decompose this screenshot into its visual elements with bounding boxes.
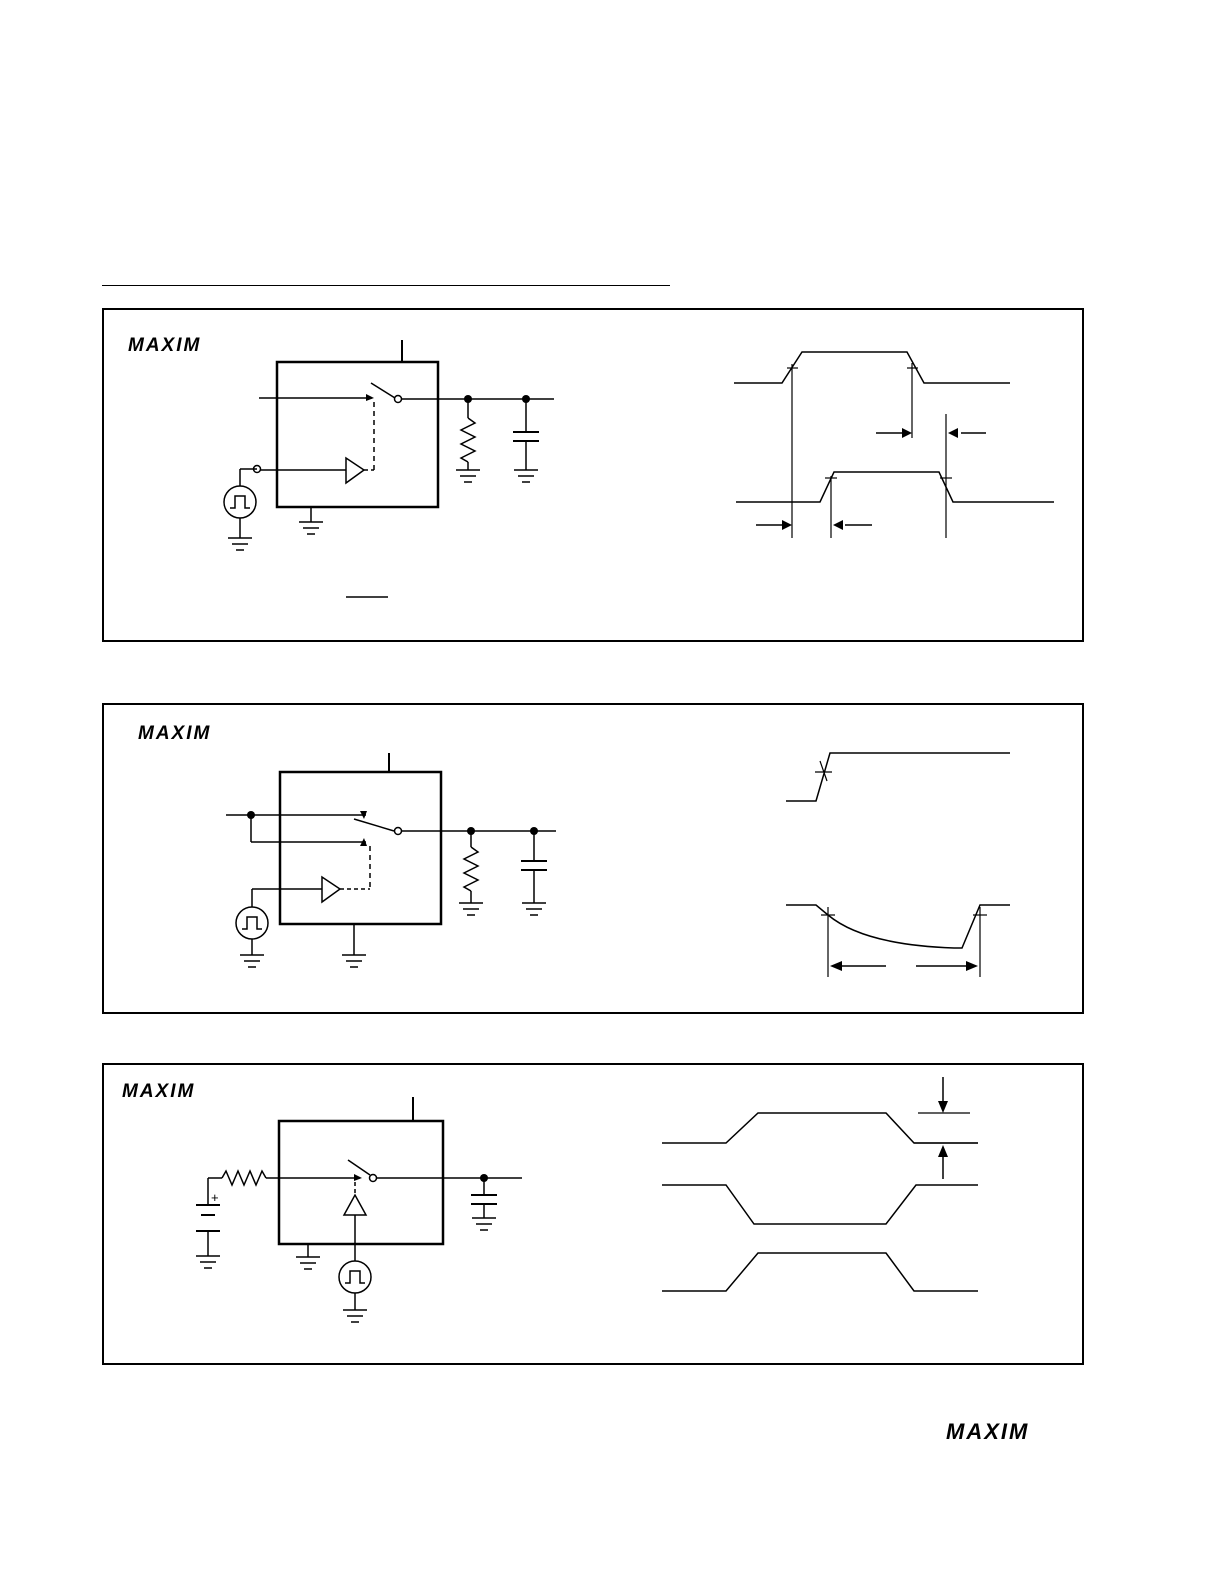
switch-blade [348, 1160, 370, 1175]
footer-maxim-logo [946, 1417, 1081, 1443]
interval-arrow-icon [916, 961, 978, 971]
switch-pivot-icon [370, 1175, 377, 1182]
load-resistor-icon [464, 847, 478, 891]
ground-icon [342, 955, 366, 967]
ic-package-box [280, 772, 441, 924]
test-circuit-panel-3 [102, 1063, 1084, 1365]
svg-text:MAXIM: MAXIM [122, 1081, 196, 1102]
switch-blade [371, 383, 395, 398]
maxim-logo [138, 723, 211, 744]
logic-input-waveform [662, 1185, 978, 1224]
logic-driver-icon [322, 877, 340, 902]
switch-contact-icon [366, 394, 374, 401]
ground-icon [296, 1257, 320, 1269]
load-capacitor-icon [521, 861, 547, 870]
switch-output-waveform [786, 905, 1010, 948]
ground-icon [343, 1310, 367, 1322]
break-before-make-diagram [104, 705, 1084, 1014]
delta-v-arrow-icon [938, 1145, 948, 1179]
ic-package-box [277, 362, 438, 507]
ground-icon [514, 470, 538, 482]
switching-time-diagram [104, 310, 1084, 642]
load-capacitor-icon [513, 432, 539, 441]
interval-arrow-icon [833, 520, 872, 530]
svg-text:MAXIM: MAXIM [128, 335, 202, 356]
delta-v-arrow-icon [938, 1077, 948, 1113]
svg-text:+: + [211, 1190, 219, 1205]
ground-icon [228, 538, 252, 550]
maxim-logo [122, 1081, 195, 1102]
switch-output-waveform [736, 472, 1054, 502]
interval-arrow-icon [948, 428, 986, 438]
switch-output-waveform [662, 1113, 978, 1143]
interval-arrow-icon [756, 520, 792, 530]
switch-pivot-icon [395, 828, 402, 835]
pulse-generator-icon [339, 1261, 371, 1293]
maxim-logo [128, 335, 201, 356]
pulse-generator-icon [224, 486, 256, 518]
test-circuit-panel-1 [102, 308, 1084, 642]
ground-icon [299, 522, 323, 534]
ic-package-box [279, 1121, 443, 1244]
source-resistor-icon [222, 1171, 266, 1185]
interval-arrow-icon [876, 428, 912, 438]
switch-blade [354, 819, 394, 831]
switch-contact-icon [354, 1174, 362, 1181]
load-resistor-icon [461, 418, 475, 462]
test-circuit-panel-2 [102, 703, 1084, 1014]
logic-driver-icon [344, 1195, 366, 1215]
interval-arrow-icon [830, 961, 886, 971]
load-capacitor-icon [471, 1195, 497, 1204]
svg-text:MAXIM: MAXIM [138, 723, 212, 744]
switch-pivot-icon [395, 396, 402, 403]
logic-input-waveform [786, 753, 1010, 801]
charge-injection-diagram [104, 1065, 1084, 1365]
logic-input-inverted-waveform [662, 1253, 978, 1291]
section-heading-rule [102, 285, 670, 286]
ground-icon [240, 955, 264, 967]
logic-driver-icon [346, 458, 364, 483]
ground-icon [196, 1256, 220, 1268]
svg-text:MAXIM: MAXIM [946, 1419, 1030, 1443]
pulse-generator-icon [236, 907, 268, 939]
logic-input-waveform [734, 352, 1010, 383]
ground-icon [459, 903, 483, 915]
ground-icon [522, 903, 546, 915]
ground-icon [456, 470, 480, 482]
ground-icon [472, 1218, 496, 1230]
